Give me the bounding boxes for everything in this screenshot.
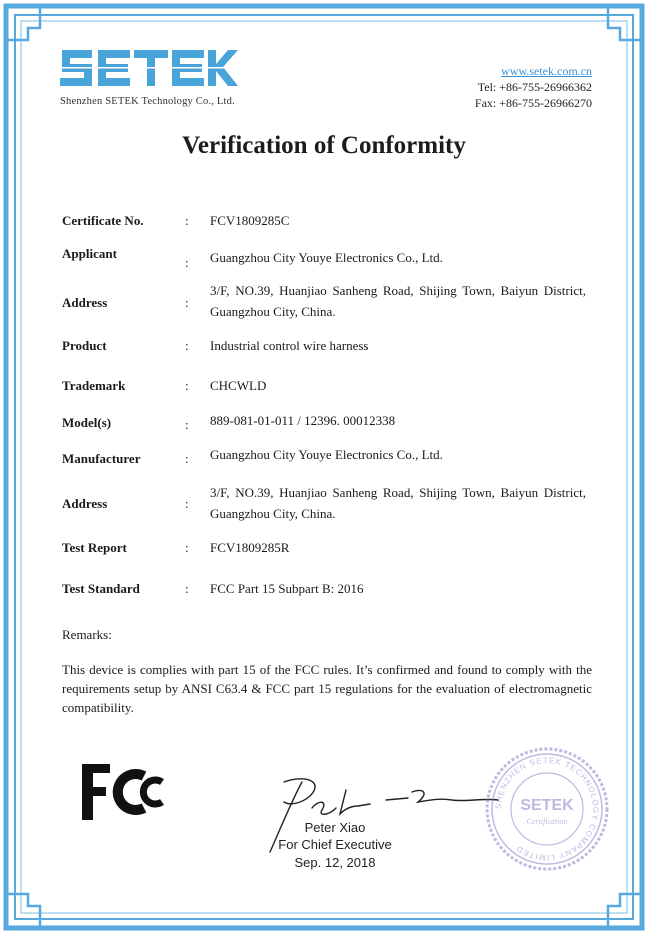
field-value: 889-081-01-011 / 12396. 00012338 [210,413,396,428]
seal-sub-text: Certification [526,817,568,826]
field-colon: : [185,451,189,466]
signer-name: Peter Xiao [304,820,366,835]
field-colon: : [185,213,189,228]
field-colon: : [185,295,189,310]
field-label: Test Standard [62,581,140,596]
telephone: Tel: +86-755-26966362 [477,80,592,94]
field-value: 3/F, NO.39, Huanjiao Sanheng Road, Shijing Town, Baiyun District, Guangzhou City, China. [210,283,586,319]
field-label: Certificate No. [62,213,144,228]
company-seal-icon [482,744,612,874]
field-colon: : [185,338,189,353]
field-label: Address [62,496,108,511]
field-label: Product [62,338,107,353]
field-value: FCV1809285R [210,540,290,555]
company-name: Shenzhen SETEK Technology Co., Ltd. [60,96,235,107]
field-label: Test Report [62,540,127,555]
field-colon: : [185,255,189,270]
field-label: Address [62,295,108,310]
seal-center-text: SETEK [520,797,574,814]
remarks-label: Remarks: [62,627,112,642]
field-label: Applicant [62,246,117,261]
field-label: Model(s) [62,415,112,430]
fcc-logo-icon [82,762,168,822]
document-title: Verification of Conformity [182,132,466,159]
setek-logo [58,46,238,90]
website-link[interactable]: www.setek.com.cn [501,64,592,78]
field-colon: : [185,540,189,555]
field-colon: : [185,581,189,596]
signer-title: For Chief Executive [278,837,392,852]
signature-date: Sep. 12, 2018 [294,855,376,870]
field-value: FCV1809285C [210,213,290,228]
field-label: Manufacturer [62,451,141,466]
field-colon: : [185,417,189,432]
fax: Fax: +86-755-26966270 [474,96,592,110]
field-value: Guangzhou City Youye Electronics Co., Ltd. [210,250,443,265]
seal-ring-text: SHENZHEN SETEK TECHNOLOGY COMPANY LIMITED [493,755,601,863]
field-value: Guangzhou City Youye Electronics Co., Ltd. [210,447,443,462]
field-value: FCC Part 15 Subpart B: 2016 [210,581,364,596]
field-colon: : [185,496,189,511]
field-value: 3/F, NO.39, Huanjiao Sanheng Road, Shijing Town, Baiyun District, Guangzhou City, China. [210,485,586,521]
field-value: CHCWLD [210,378,267,393]
remarks-text: This device is complies with part 15 of the FCC rules. It’s confirmed and found to comply with the requirements setup by ANSI C63.4 & FCC part 15 regulations for the evaluation of electromagnetic compatibility. [62,662,592,715]
field-label: Trademark [62,378,126,393]
field-value: Industrial control wire harness [210,338,369,353]
field-colon: : [185,378,189,393]
